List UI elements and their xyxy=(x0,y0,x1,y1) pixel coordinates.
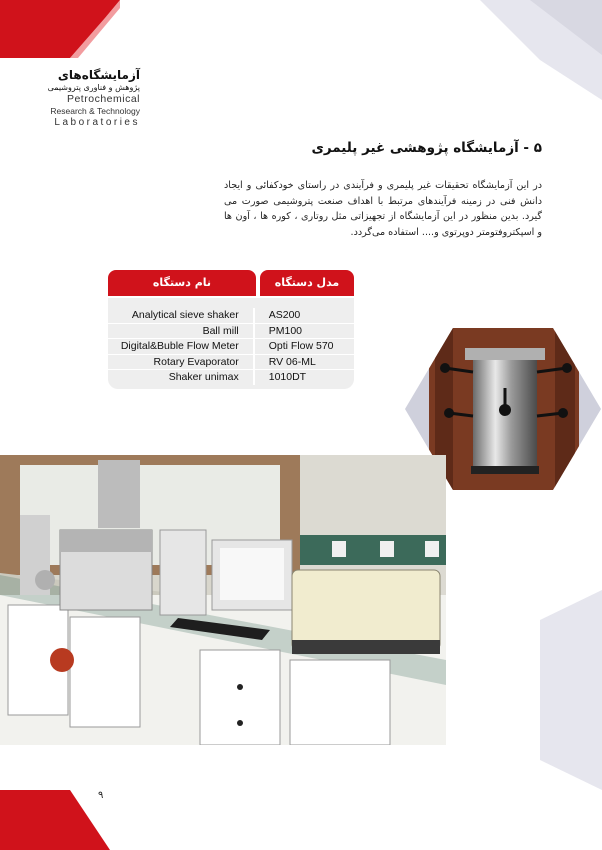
table-body xyxy=(108,298,354,389)
cell-device-name: Rotary Evaporator xyxy=(153,355,239,368)
corner-decoration-bottom-left xyxy=(0,790,110,850)
cell-device-name: Digital&Buble Flow Meter xyxy=(120,340,239,352)
cell-device-name: Ball mill xyxy=(202,324,239,337)
table-row xyxy=(108,354,354,370)
cell-device-model: RV 06-ML xyxy=(253,355,354,370)
laboratory-photo xyxy=(0,455,446,745)
intro-paragraph: در این آزمایشگاه تحقیقات غیر پلیمری و فرآیندی در راستای خودکفائی و ایجاد دانش فنی در زمینه فرآیندهای مرتبط با اهداف صنعت پتروشیمی صورت می گیرد. بدین منظور در این آزمایشگاه از تجهیزاتی مثل روتاری ، کوره ها ، آون ها و اسپکتروفتومتر دوپرتوی و.... استفاده می‌گردد. xyxy=(224,180,542,238)
cell-device-model: PM100 xyxy=(253,324,354,339)
section-heading: ۵ - آزمایشگاه پژوهشی غیر پلیمری xyxy=(311,140,542,156)
cell-device-model: Opti Flow 570 xyxy=(253,339,354,354)
corner-decoration-top-right xyxy=(470,0,602,100)
logo xyxy=(30,68,140,129)
cell-device-model: 1010DT xyxy=(253,370,354,385)
header-device-name: نام دستگاه xyxy=(108,270,256,296)
cell-device-name: Analytical sieve shaker xyxy=(131,309,239,321)
logo-fa-subtitle: پژوهش و فناوری پتروشیمی xyxy=(47,83,140,92)
table-row xyxy=(108,308,354,323)
logo-fa-title: آزمایشگاه‌های xyxy=(57,68,140,82)
table-header-row xyxy=(108,270,354,296)
table-row xyxy=(108,369,354,385)
corner-decoration-top-left xyxy=(0,0,120,60)
header-device-model: مدل دستگاه xyxy=(260,270,354,296)
page-number: ۹ xyxy=(98,790,104,801)
table-row xyxy=(108,323,354,339)
table-row xyxy=(108,338,354,354)
equipment-table xyxy=(108,270,354,389)
cell-device-name: Shaker unimax xyxy=(168,371,239,383)
corner-decoration-bottom-right xyxy=(540,590,602,790)
logo-en-line1: Petrochemical xyxy=(66,93,140,105)
cell-device-model: AS200 xyxy=(253,308,354,323)
logo-en-line3: Laboratories xyxy=(54,117,140,128)
logo-en-line2: Research & Technology xyxy=(50,106,140,116)
